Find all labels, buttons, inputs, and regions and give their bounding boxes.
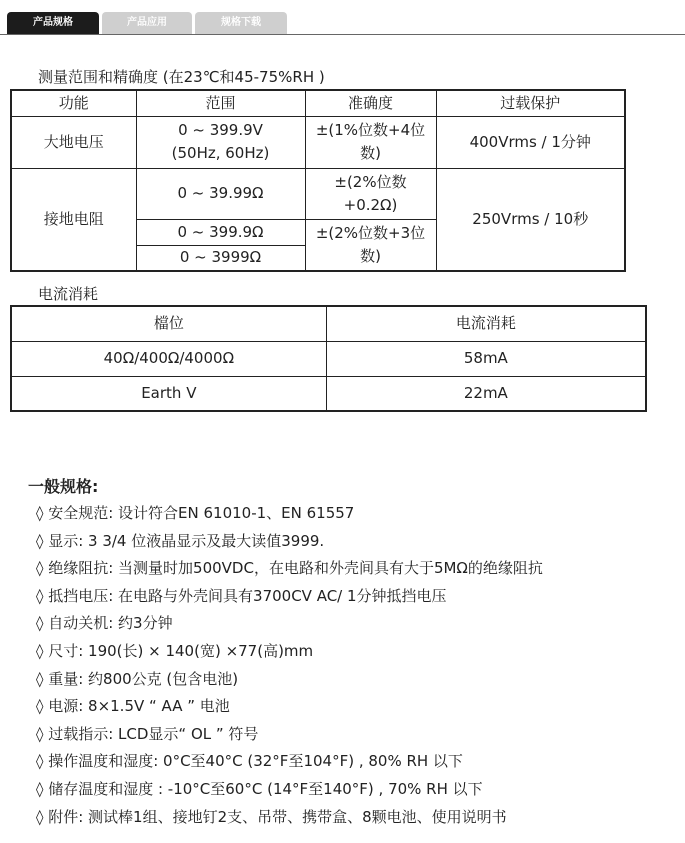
table-row — [11, 376, 646, 411]
resistance-accuracy-1 — [305, 168, 436, 219]
spec-text: 重量: 约800公克 (包含电池) — [48, 669, 239, 688]
voltage-accuracy-line2: 数) — [360, 144, 381, 162]
resistance-accuracy-2-line1: ±(2%位数+3位 — [315, 223, 426, 242]
resistance-accuracy-1-line1: ±(2%位数 — [334, 172, 407, 191]
list-item — [36, 583, 543, 611]
measurement-range-title: 测量范围和精确度 (在23℃和45-75%RH ) — [38, 68, 325, 86]
spec-text: 绝缘阻抗: 当测量时加500VDC，在电路和外壳间具有大于5MΩ的绝缘阻抗 — [48, 559, 543, 578]
table-row — [11, 341, 646, 376]
header-range: 范围 — [136, 90, 305, 116]
list-item — [36, 804, 543, 832]
voltage-range-line1: 0 ~ 399.9V — [178, 121, 263, 139]
tab-bar — [0, 0, 685, 36]
row-current: 22mA — [326, 376, 646, 411]
header-function: 功能 — [11, 90, 136, 116]
tab-product-specs[interactable]: 产品规格 — [7, 12, 99, 34]
header-current: 电流消耗 — [326, 306, 646, 341]
resistance-range-1: 0 ~ 39.99Ω — [136, 168, 305, 219]
bullet-icon: ◊ — [36, 779, 44, 798]
spec-text: 自动关机: 约3分钟 — [48, 614, 173, 633]
spec-text: 过载指示: LCD显示“ OL ” 符号 — [48, 724, 259, 743]
spec-text: 安全规范: 设计符合EN 61010-1、EN 61557 — [48, 504, 355, 522]
list-item — [36, 528, 543, 556]
header-range-setting: 檔位 — [11, 306, 326, 341]
spec-text: 操作温度和湿度: 0°C至40°C (32°F至104°F) , 80% RH 以下 — [48, 752, 463, 771]
header-accuracy: 准确度 — [305, 90, 436, 116]
resistance-function: 接地电阻 — [11, 168, 136, 271]
bullet-icon: ◊ — [36, 669, 44, 688]
resistance-accuracy-2 — [305, 219, 436, 271]
bullet-icon: ◊ — [36, 807, 44, 826]
bullet-icon: ◊ — [36, 504, 44, 522]
resistance-range-3: 0 ~ 3999Ω — [136, 245, 305, 271]
current-consumption-table — [10, 305, 647, 412]
voltage-range-line2: (50Hz, 60Hz) — [171, 144, 270, 162]
bullet-icon: ◊ — [36, 752, 44, 771]
resistance-accuracy-1-line2: +0.2Ω) — [343, 195, 398, 214]
tab-divider — [0, 34, 685, 35]
voltage-accuracy-line1: ±(1%位数+4位 — [315, 121, 426, 139]
bullet-icon: ◊ — [36, 586, 44, 605]
spec-text: 显示: 3 3/4 位液晶显示及最大读值3999. — [48, 531, 325, 550]
list-item — [36, 610, 543, 638]
spec-text: 附件: 测试棒1组、接地钉2支、吊带、携带盒、8颗电池、使用说明书 — [48, 807, 507, 826]
resistance-protection: 250Vrms / 10秒 — [436, 168, 625, 271]
row-current: 58mA — [326, 341, 646, 376]
spec-text: 尺寸: 190(长) × 140(宽) ×77(高)mm — [48, 641, 314, 660]
list-item — [36, 500, 543, 528]
list-item — [36, 721, 543, 749]
tab-product-applications[interactable]: 产品应用 — [102, 12, 192, 34]
list-item — [36, 666, 543, 694]
voltage-function: 大地电压 — [11, 116, 136, 168]
row-range: Earth V — [11, 376, 326, 411]
list-item — [36, 776, 543, 804]
list-item — [36, 555, 543, 583]
current-consumption-title: 电流消耗 — [38, 285, 99, 303]
list-item — [36, 748, 543, 776]
row-range: 40Ω/400Ω/4000Ω — [11, 341, 326, 376]
tab-spec-download[interactable]: 规格下载 — [195, 12, 287, 34]
bullet-icon: ◊ — [36, 697, 44, 716]
list-item — [36, 693, 543, 721]
spec-text: 电源: 8×1.5V “ AA ” 电池 — [48, 697, 230, 716]
bullet-icon: ◊ — [36, 531, 44, 550]
voltage-protection: 400Vrms / 1分钟 — [436, 116, 625, 168]
resistance-accuracy-2-line2: 数) — [360, 246, 381, 265]
bullet-icon: ◊ — [36, 614, 44, 633]
voltage-range — [136, 116, 305, 168]
bullet-icon: ◊ — [36, 724, 44, 743]
general-spec-title: 一般规格: — [28, 477, 99, 496]
resistance-range-2: 0 ~ 399.9Ω — [136, 219, 305, 245]
header-protection: 过载保护 — [436, 90, 625, 116]
list-item — [36, 638, 543, 666]
general-spec-list — [36, 500, 543, 831]
voltage-accuracy — [305, 116, 436, 168]
bullet-icon: ◊ — [36, 559, 44, 578]
spec-text: 储存温度和湿度 : -10°C至60°C (14°F至140°F) , 70% RH 以下 — [48, 779, 483, 798]
measurement-table — [10, 89, 626, 272]
bullet-icon: ◊ — [36, 641, 44, 660]
spec-text: 抵挡电压: 在电路与外壳间具有3700CV AC/ 1分钟抵挡电压 — [48, 586, 447, 605]
